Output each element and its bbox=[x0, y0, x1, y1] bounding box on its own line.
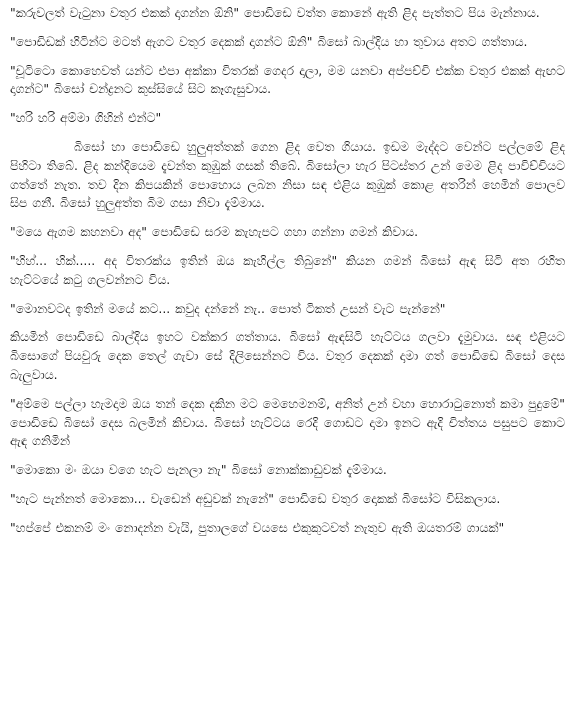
story-paragraph-9: කියමින් පොඩිඩෙ බාල්දිය ඉහට වක්කර ගත්තාය. බිසෝ ඇඳසිටි හැට්ටය ගලවා දැමුවාය. සඳ එළියට බිසොගේ පියවුරු දෙක තෙල් ගැවා සේ දිලිසෙන්නට විය. වතුර දෙකක් දාමා ගත් පොඩිඩෙ බිසෝ දෙස බැලුවාය. bbox=[10, 329, 565, 382]
story-paragraph-2: "පොඩිඩක් හිටින්ට මටත් ඇගට වතුර දෙකක් දාගන්ට ඕනි" බිසෝ බාල්දිය හා තුවාය අතට ගත්තාය. bbox=[10, 33, 528, 49]
story-paragraph-8: "මොනවටද ඉතින් මයේ කට... කවුද දන්නේ නැ.. පොත් ටිකත් උසන් වැට පැන්නේ" bbox=[10, 300, 446, 316]
story-paragraph-4: "හරි හරි අම්මා ගිහින් එන්ට" bbox=[10, 110, 162, 126]
story-paragraph-10: "අම්මෙ පල්ලා හැමදාම ඔය තන් දෙක දකින මට මෙහෙමනම්, අනිත් උන් වහා හොරාටුනොත් කමා පුදුමේ" පොඩිඩෙ බිසෝ දෙස බලමින් කිවාය. බිසෝ හැට්ටය රෙදි ගොඩට දාමා ඉනට ඇදි චිත්තය පසුපට කොට ඇඳ ගනිමින් bbox=[10, 395, 565, 449]
story-paragraph-13: "හප්පේ එකනම් මං නොදන්න වැයි, පුතාලගේ වයසෙ එකුකුටවත් නැතුව ඇති ඔයතරම් ගායක්" bbox=[10, 519, 505, 535]
story-paragraph-3: "චූටිටො කොහෙවත් යන්ට එපා අක්කා විතරක් ගෙදර දාලා, මම යනවා අප්පච්චි එක්ක වතුර එකක් ඇඟට දාගන්ට" බිසෝ චන්ද්‍රනට කුස්සියේ සිට කෑගැසුවාය. bbox=[10, 62, 565, 97]
story-paragraph-5: බිසෝ හා පොඩිඩෙ හුලුඅත්තක් ගෙන ළිද වෙත ගියාය. ඉඩම මැද්දට වෙන්ට පල්ලමේ ළිද පිහිටා තිබේ. ළිද කන්දියෙම දැවන්ත කුඹුක් ගසක් තිබේ. බිසෝලා හැර පිටස්තර උන් මෙම ළිද පාවිච්චියට ගත්තේ නැත. තව දින කිපයකින් පොහොය ලබන නිසා සඳ එළිය කුඹුක් කොළ අතරින් හෙමින් පොලව සිප ගනී. බිසෝ හුලුඅත්ත බිම ගසා නිවා දැම්මාය. bbox=[10, 138, 565, 211]
story-paragraph-11: "මොකො මං ඔයා වගෙ හැට පැනලා නැ" බිසෝ නොක්කාඩුවක් දැම්මාය. bbox=[10, 462, 387, 478]
story-paragraph-6: "මයෙ ඇගම කහනවා අද" පොඩිඩෙ සරම කැහැපට ගහා ගන්නා ගමන් කිවාය. bbox=[10, 224, 419, 240]
story-paragraph-12: "හැට පැන්නත් මොකො... වැඩෙන් අඩුවක් නැනේ" පොඩිඩෙ වතුර දොකක් බිසෝට විසිකලාය. bbox=[10, 490, 501, 506]
story-paragraph-1: "කරුවලත් වැටුනා වතුර එකක් දාගන්න ඕනි" පොඩිඩෙ වත්ත කොනේ ඇති ළිද පැත්තට පිය මැන්නාය. bbox=[10, 5, 540, 20]
story-paragraph-7: "හිහ්... හික්..... අද විතරක්ය ඉතින් ඔය කැහිල්ල තිබුනේ" කියන ගමන් බිසෝ ඇඳ සිටි අත රහිත හැට්ටයේ කටු ගලවන්නට විය. bbox=[10, 252, 565, 287]
